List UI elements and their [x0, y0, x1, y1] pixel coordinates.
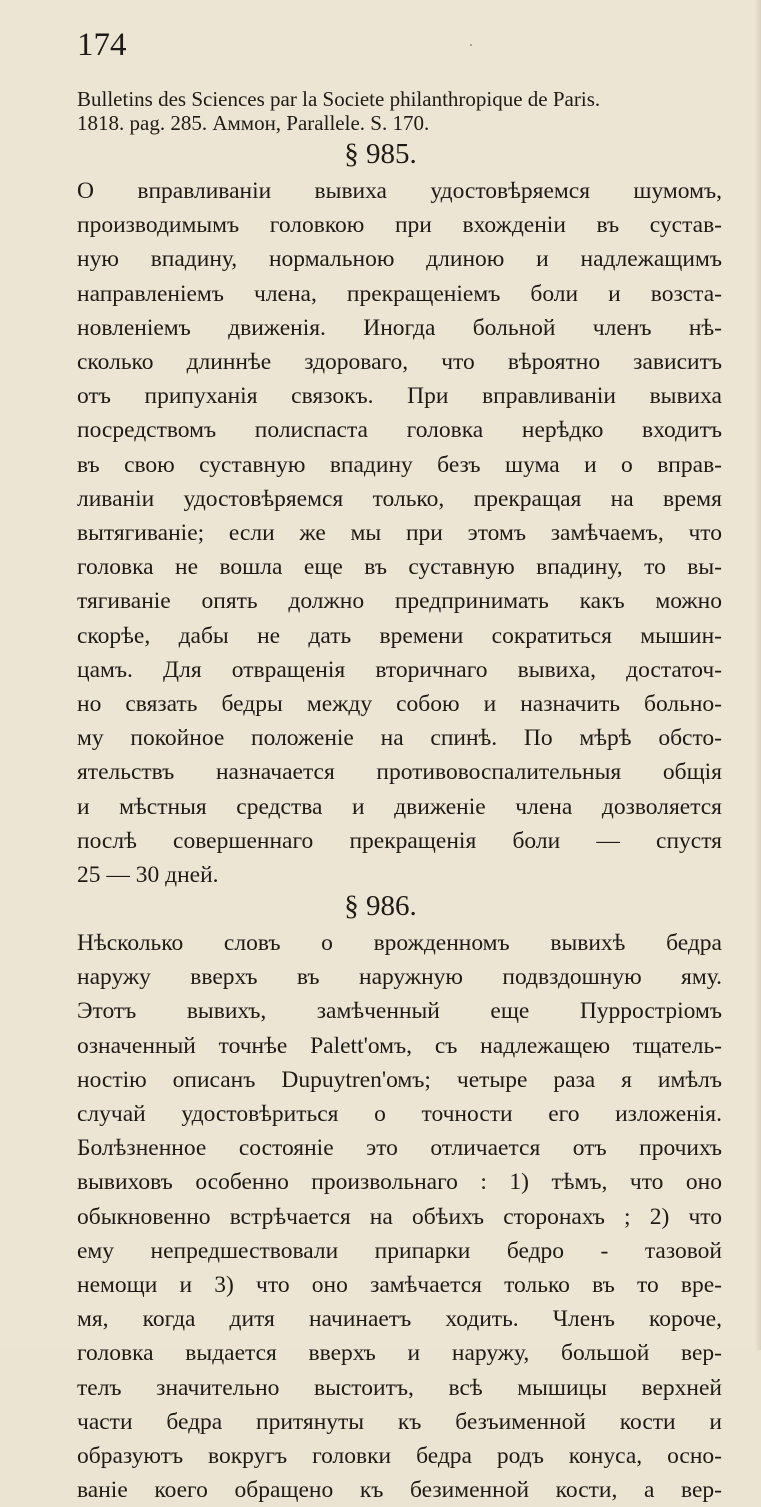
paper-speck	[470, 44, 472, 46]
bibliographic-references	[77, 87, 722, 135]
text-line: послѣ совершеннаго прекращенiя боли — спустя	[77, 827, 722, 854]
text-line: 25 — 30 дней.	[77, 862, 219, 889]
text-line: отъ припуханiя связокъ. При вправливанiи вывиха	[77, 383, 722, 410]
page-edge-shadow	[755, 0, 761, 1350]
text-line: головка не вошла еще въ суставную впадину, то вы-	[77, 554, 722, 581]
text-line: ностiю описанъ Dupuytren'омъ; четыре раза я имѣлъ	[77, 1066, 722, 1093]
text-line: вытягиванiе; если же мы при этомъ замѣчаемъ, что	[77, 520, 722, 547]
text-line: головка выдается вверхъ и наружу, большой вер-	[77, 1340, 722, 1367]
section-985-text	[77, 174, 722, 892]
text-line: части бедра притянуты къ безъименной кости и	[77, 1408, 722, 1435]
text-line: производимымъ головкою при вхожденiи въ сустав-	[77, 212, 722, 239]
text-line: случай удостовѣриться о точности его изложенiя.	[77, 1101, 722, 1128]
text-line: наружу вверхъ въ наружную подвздошную яму.	[77, 964, 722, 991]
text-line: Болѣзненное состоянiе это отличается отъ прочихъ	[77, 1135, 722, 1162]
text-line: ливанiи удостовѣряемся только, прекращая на время	[77, 485, 722, 512]
section-heading-986: § 986.	[344, 890, 417, 922]
section-heading-985: § 985.	[344, 138, 417, 170]
text-line: ятельствъ назначается противовоспалительныя общiя	[77, 759, 722, 786]
text-line: ванiе коего обращено къ безименной кости, а вер-	[77, 1477, 722, 1504]
text-line: но связать бедры между собою и назначить больно-	[77, 691, 722, 718]
text-line: немощи и 3) что оно замѣчается только въ то вре-	[77, 1272, 722, 1299]
text-line: мя, когда дитя начинаетъ ходить. Членъ короче,	[77, 1306, 722, 1333]
text-line: му покойное положенiе на спинѣ. По мѣрѣ обсто-	[77, 725, 722, 752]
reference-line: 1818. pag. 285. Аммон, Parallele. S. 170.	[77, 111, 430, 135]
text-line: обыкновенно встрѣчается на обѣихъ сторонахъ ; 2) что	[77, 1203, 722, 1230]
text-line: направленiемъ члена, прекращенiемъ боли и возста-	[77, 280, 722, 307]
section-986-text	[77, 926, 722, 1507]
text-line: вывиховъ особенно произвольнаго : 1) тѣмъ, что оно	[77, 1169, 722, 1196]
text-line: посредствомъ полиспаста головка нерѣдко входитъ	[77, 417, 722, 444]
text-line: цамъ. Для отвращенiя вторичнаго вывиха, достаточ-	[77, 656, 722, 683]
text-line: сколько длиннѣе здороваго, что вѣроятно зависитъ	[77, 349, 722, 376]
page-number: 174	[77, 27, 127, 63]
text-line: и мѣстныя средства и движенiе члена дозволяется	[77, 793, 722, 820]
text-line: ему непредшествовали припарки бедро - тазовой	[77, 1237, 722, 1264]
text-line: означенный точнѣе Palett'омъ, съ надлежащею тщатель-	[77, 1032, 722, 1059]
text-line: О вправливанiи вывиха удостовѣряемся шумомъ,	[77, 178, 722, 204]
text-line: образуютъ вокругъ головки бедра родъ конуса, осно-	[77, 1443, 722, 1470]
text-line: скорѣе, дабы не дать времени сократиться мышин-	[77, 622, 722, 649]
text-line: тягиванiе опять должно предпринимать какъ можно	[77, 588, 722, 615]
reference-line: Bulletins des Sciences par la Societe philanthropique de Paris.	[77, 87, 601, 111]
text-line: телъ значительно выстоитъ, всѣ мышицы верхней	[77, 1374, 722, 1401]
text-line: Нѣсколько словъ о врожденномъ вывихѣ бедра	[77, 930, 722, 956]
text-line: въ свою суставную впадину безъ шума и о вправ-	[77, 451, 722, 478]
text-line: ную впадину, нормальною длиною и надлежащимъ	[77, 246, 722, 273]
text-line: Этотъ вывихъ, замѣченный еще Пуррострiомъ	[77, 998, 722, 1025]
text-line: новленiемъ движенiя. Иногда больной членъ нѣ-	[77, 314, 722, 341]
